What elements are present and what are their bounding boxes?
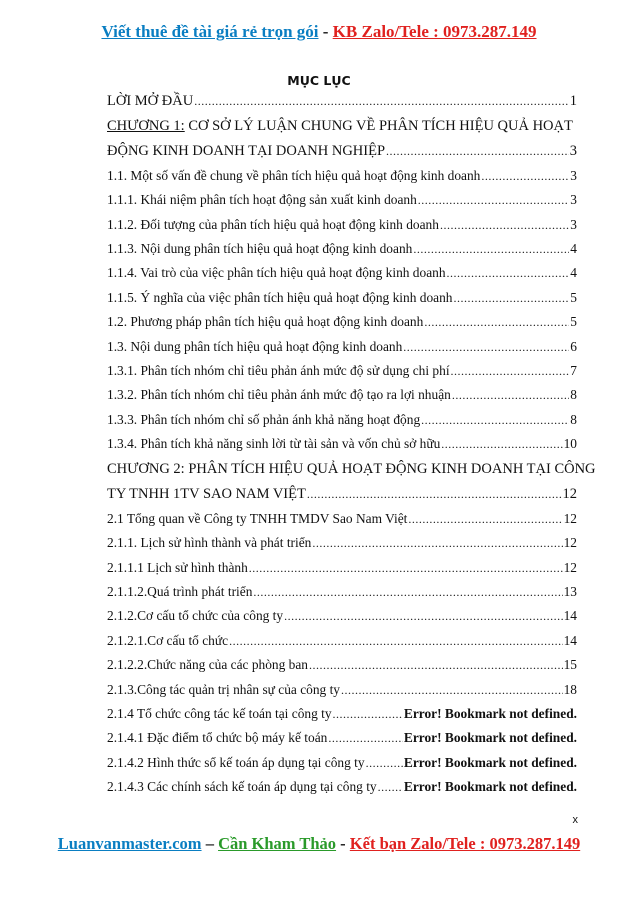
toc-entry-text: LỜI MỞ ĐẦU (107, 93, 194, 109)
toc-entry-text: 2.1.1.1 Lịch sử hình thành (107, 559, 248, 575)
footer-dash: – (201, 834, 219, 853)
toc-entry[interactable] (107, 556, 577, 580)
dot-leader (441, 432, 562, 456)
toc-chapter2-line2[interactable] (107, 482, 577, 506)
dot-leader (328, 726, 403, 750)
toc-page-number: 8 (570, 411, 577, 427)
toc-entry-text: 1.1.3. Nội dung phân tích hiệu quả hoạt động kinh doanh (107, 240, 413, 256)
table-of-contents (107, 89, 596, 800)
toc-page-number: 3 (570, 167, 577, 183)
toc-title: MỤC LỤC (287, 73, 351, 88)
toc-entry-intro[interactable] (107, 89, 577, 113)
chapter2-title-line2: TY TNHH 1TV SAO NAM VIỆT (107, 486, 306, 503)
toc-entry[interactable] (107, 164, 577, 188)
toc-page-number: 12 (562, 486, 577, 503)
footer-banner (0, 834, 638, 854)
toc-page-number: 4 (570, 240, 577, 256)
toc-entry[interactable] (107, 653, 577, 677)
dot-leader (386, 139, 569, 163)
dot-leader (333, 702, 403, 726)
dot-leader (424, 310, 569, 334)
toc-entry[interactable] (107, 678, 577, 702)
dot-leader (447, 261, 570, 285)
toc-entry[interactable] (107, 751, 577, 775)
dot-leader (249, 556, 563, 580)
toc-page-number: 3 (569, 143, 577, 160)
toc-entry[interactable] (107, 629, 577, 653)
toc-entry[interactable] (107, 531, 577, 555)
header-right-link[interactable]: KB Zalo/Tele : 0973.287.149 (332, 22, 537, 41)
dot-leader (312, 531, 562, 555)
chapter1-prefix: CHƯƠNG 1: (107, 118, 185, 135)
dot-leader (421, 408, 569, 432)
toc-page-number: 12 (563, 535, 577, 551)
dot-leader (378, 775, 403, 799)
toc-entry-text: 2.1.2.Cơ cấu tổ chức của công ty (107, 608, 284, 624)
bookmark-error-text: Error! Bookmark not defined. (403, 730, 577, 746)
bookmark-error-text: Error! Bookmark not defined. (403, 779, 577, 795)
toc-entry[interactable] (107, 286, 577, 310)
toc-entry-text: 1.3. Nội dung phân tích hiệu quả hoạt động kinh doanh (107, 338, 403, 354)
toc-entry-text: 1.2. Phương pháp phân tích hiệu quả hoạt động kinh doanh (107, 314, 424, 330)
toc-page-number: 10 (563, 436, 577, 452)
toc-entry[interactable] (107, 580, 577, 604)
header-left-link[interactable]: Viết thuê đề tài giá rẻ trọn gói (101, 22, 319, 41)
chapter1-title-rest: CƠ SỞ LÝ LUẬN CHUNG VỀ PHÂN TÍCH HIỆU QUẢ HOẠT (184, 118, 573, 135)
dot-leader (451, 359, 570, 383)
toc-page-number: 3 (570, 192, 577, 208)
chapter1-title-line2: ĐỘNG KINH DOANH TẠI DOANH NGHIỆP (107, 143, 386, 160)
toc-page-number: 1 (569, 93, 577, 109)
toc-entry-text: 2.1.1. Lịch sử hình thành và phát triển (107, 535, 312, 551)
toc-entry-text: 1.3.1. Phân tích nhóm chỉ tiêu phản ánh mức độ sử dụng chi phí (107, 362, 450, 378)
toc-entry[interactable] (107, 507, 577, 531)
toc-page-number: 5 (570, 289, 577, 305)
toc-entry-text: 2.1.1.2.Quá trình phát triển (107, 584, 253, 600)
footer-contact-link[interactable]: Kết bạn Zalo/Tele : 0973.287.149 (349, 834, 581, 853)
toc-entry[interactable] (107, 702, 577, 726)
toc-entry-text: 1.3.2. Phân tích nhóm chỉ tiêu phản ánh mức độ tạo ra lợi nhuận (107, 387, 451, 403)
toc-entry[interactable] (107, 310, 577, 334)
page-number: x (572, 814, 578, 826)
toc-entry-text: 1.1.2. Đối tượng của phân tích hiệu quả hoạt động kinh doanh (107, 216, 439, 232)
toc-entry[interactable] (107, 775, 577, 799)
toc-page-number: 5 (570, 314, 577, 330)
dot-leader (403, 335, 569, 359)
footer-separator: - (336, 834, 350, 853)
header-banner (0, 22, 638, 42)
dot-leader (440, 213, 569, 237)
toc-chapter1-line1[interactable] (107, 113, 577, 139)
footer-site-link[interactable]: Luanvanmaster.com (57, 834, 202, 853)
toc-entry[interactable] (107, 726, 577, 750)
toc-page-number: 18 (563, 681, 577, 697)
toc-entry[interactable] (107, 432, 577, 456)
dot-leader (413, 237, 569, 261)
dot-leader (408, 507, 562, 531)
toc-entry-text: 2.1.4 Tổ chức công tác kế toán tại công ty (107, 705, 332, 721)
toc-page-number: 12 (563, 510, 577, 526)
dot-leader (341, 678, 563, 702)
toc-page-number: 15 (563, 657, 577, 673)
toc-entry[interactable] (107, 604, 577, 628)
dot-leader (481, 164, 569, 188)
chapter2-title-line1: CHƯƠNG 2: PHÂN TÍCH HIỆU QUẢ HOẠT ĐỘNG KINH DOANH TẠI CÔNG (107, 461, 596, 478)
dot-leader (309, 653, 563, 677)
toc-page-number: 3 (570, 216, 577, 232)
toc-entry-text: 1.3.3. Phân tích nhóm chỉ số phản ánh khả năng hoạt động (107, 411, 421, 427)
toc-page-number: 12 (563, 559, 577, 575)
toc-entry[interactable] (107, 359, 577, 383)
bookmark-error-text: Error! Bookmark not defined. (403, 705, 577, 721)
toc-entry[interactable] (107, 408, 577, 432)
toc-page-number: 7 (570, 362, 577, 378)
toc-entry[interactable] (107, 335, 577, 359)
toc-entry[interactable] (107, 261, 577, 285)
toc-entry-text: 2.1.4.1 Đặc điểm tổ chức bộ máy kế toán (107, 730, 328, 746)
footer-name-link[interactable]: Cần Kham Thảo (218, 834, 337, 853)
toc-chapter2-line1[interactable] (107, 456, 596, 482)
toc-page-number: 6 (570, 338, 577, 354)
toc-entry-text: 2.1.4.2 Hình thức sổ kế toán áp dụng tại công ty (107, 754, 365, 770)
dot-leader (418, 188, 570, 212)
toc-page-number: 4 (570, 265, 577, 281)
toc-entry[interactable] (107, 237, 577, 261)
toc-entry-text: 2.1.2.1.Cơ cấu tổ chức (107, 632, 229, 648)
toc-page-number: 8 (570, 387, 577, 403)
toc-entry-text: 1.1. Một số vấn đề chung về phân tích hiệu quả hoạt động kinh doanh (107, 167, 481, 183)
dot-leader (452, 383, 569, 407)
toc-chapter1-line2[interactable] (107, 139, 577, 163)
toc-entry-text: 1.3.4. Phân tích khả năng sinh lời từ tài sản và vốn chủ sở hữu (107, 436, 441, 452)
bookmark-error-text: Error! Bookmark not defined. (403, 754, 577, 770)
dot-leader (307, 482, 562, 506)
dot-leader (366, 751, 403, 775)
toc-page-number: 14 (563, 608, 577, 624)
toc-page-number: 14 (563, 632, 577, 648)
toc-entry-text: 2.1.2.2.Chức năng của các phòng ban (107, 657, 308, 673)
header-separator: - (318, 22, 333, 41)
dot-leader (229, 629, 563, 653)
toc-entry-text: 1.1.4. Vai trò của việc phân tích hiệu quả hoạt động kinh doanh (107, 265, 446, 281)
toc-entry[interactable] (107, 213, 577, 237)
toc-entry-text: 2.1.4.3 Các chính sách kế toán áp dụng tại công ty (107, 779, 377, 795)
toc-page-number: 13 (563, 584, 577, 600)
dot-leader (284, 604, 563, 628)
toc-entry-text: 1.1.5. Ý nghĩa của việc phân tích hiệu quả hoạt động kinh doanh (107, 289, 453, 305)
toc-entry[interactable] (107, 383, 577, 407)
dot-leader (453, 286, 569, 310)
toc-entry-text: 2.1 Tổng quan về Công ty TNHH TMDV Sao Nam Việt (107, 510, 408, 526)
dot-leader (194, 89, 569, 113)
dot-leader (253, 580, 562, 604)
toc-entry[interactable] (107, 188, 577, 212)
toc-entry-text: 1.1.1. Khái niệm phân tích hoạt động sản xuất kinh doanh (107, 192, 417, 208)
toc-entry-text: 2.1.3.Công tác quản trị nhân sự của công ty (107, 681, 340, 697)
